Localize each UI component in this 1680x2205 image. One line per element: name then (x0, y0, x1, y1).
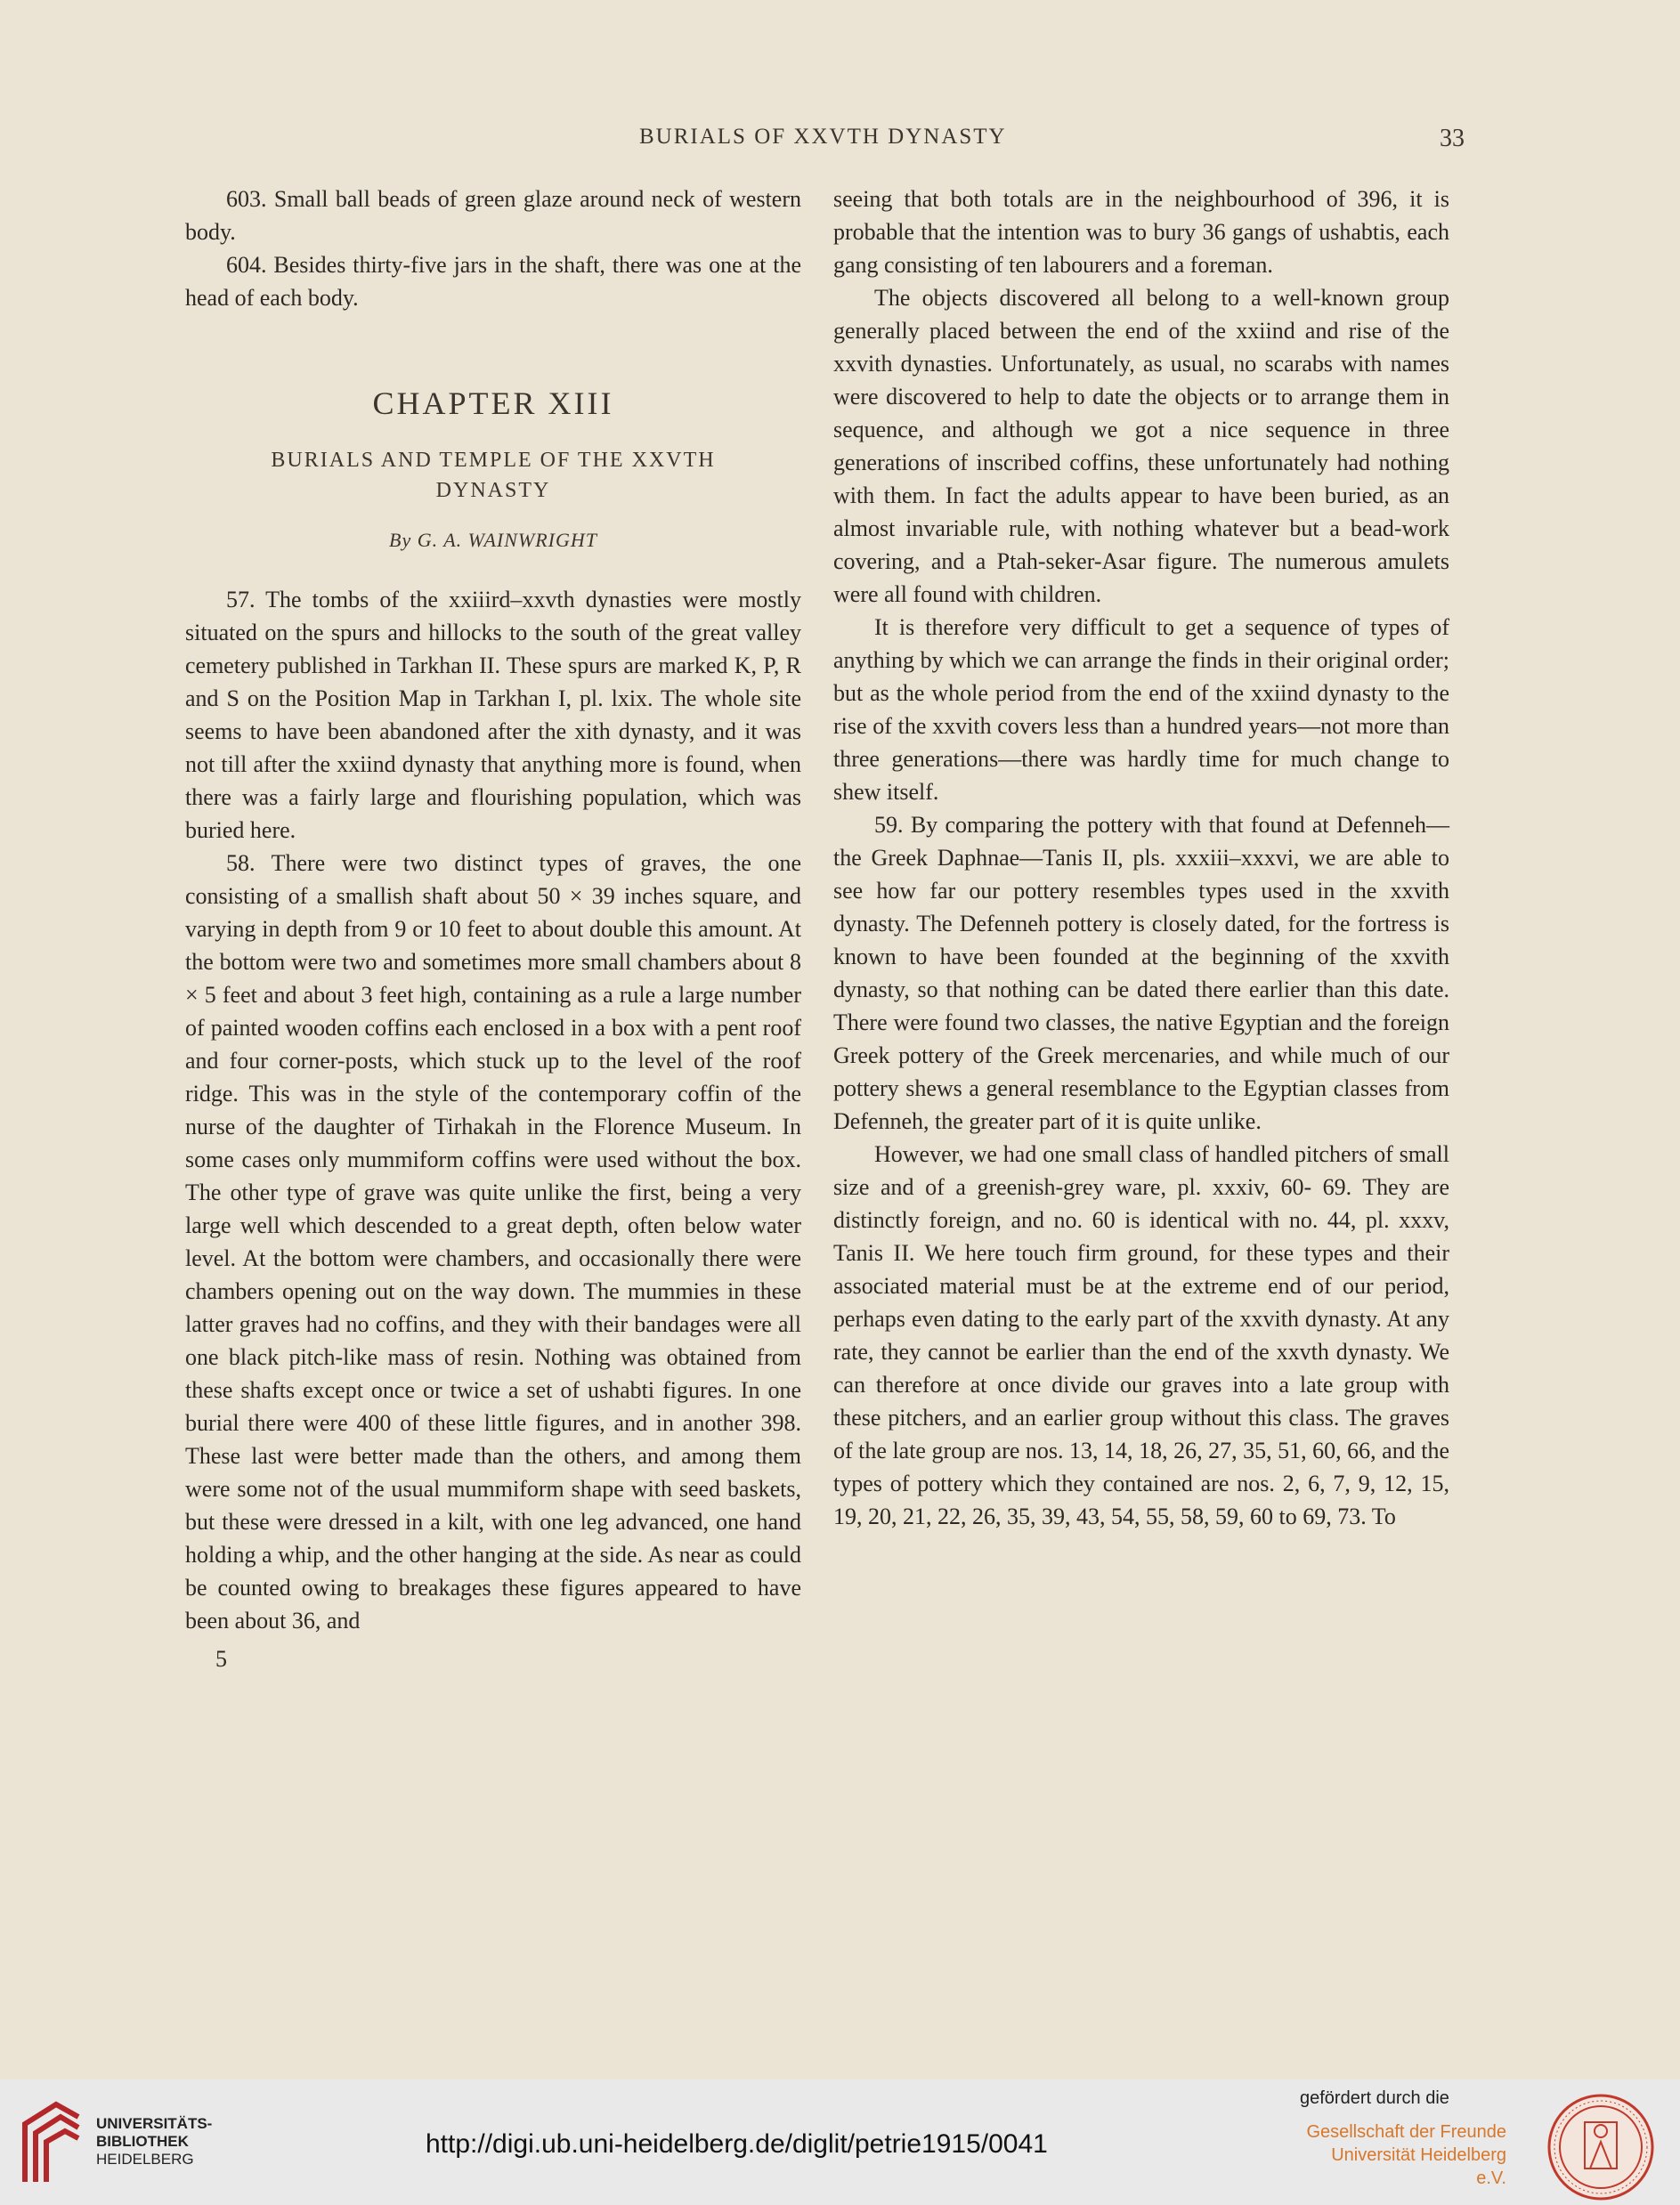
library-name-line-1: UNIVERSITÄTS- (96, 2115, 213, 2132)
page-number: 33 (1440, 125, 1465, 152)
author-byline: By G. A. WAINWRIGHT (389, 529, 597, 551)
paragraph-pitchers: However, we had one small class of handled pitchers of small size and of a greenish-grey ware, pl. xxxiv, 60- 69. They are distinctly foreign, and no. 60 is identical with no. 44, pl. xxxv, Tanis II. We here touch firm ground, for these types and their associated material must be at the extreme end of our period, perhaps even dating to the early part of the xxvith dynasty. At any rate, they cannot be earlier than the end of the xxvth dynasty. We can therefore at once divide our graves into a late group with these pitchers, and an earlier group without this class. The graves of the late group are nos. 13, 14, 18, 26, 27, 35, 51, 60, 66, and the types of pottery which they contained are nos. 2, 6, 7, 9, 12, 15, 19, 20, 21, 22, 26, 35, 39, 43, 54, 55, 58, 59, 60 to 69, 73. To (833, 1141, 1449, 1529)
chapter-subtitle-line-2: DYNASTY (435, 479, 551, 502)
library-name-line-3: HEIDELBERG (96, 2151, 194, 2168)
left-column (185, 182, 801, 1675)
paragraph-sequence: It is therefore very difficult to get a sequence of types of anything by which we can arrange the finds in their original order; but as the whole period from the end of the xxiind dynasty to the rise of the xxvith covers less than a hundred years—not more than three generations—there was hardly time for much change to shew itself. (833, 614, 1449, 805)
paragraph-603: 603. Small ball beads of green glaze around neck of western body. (185, 186, 801, 245)
permalink-url[interactable]: http://digi.ub.uni-heidelberg.de/diglit/petrie1915/0041 (426, 2129, 1048, 2159)
society-name-line-1: Gesellschaft der Freunde (1306, 2122, 1506, 2142)
university-seal-icon (1546, 2092, 1656, 2202)
library-logo-icon (16, 2097, 87, 2186)
society-name-line-2: Universität Heidelberg e.V. (1331, 2145, 1506, 2188)
paragraph-objects: The objects discovered all belong to a well-known group generally placed between the end of the xxiind and rise of the xxvith dynasties. Unfortunately, as usual, no scarabs with names were discovered to help to date the objects or to arrange them in sequence, and although we got a nice sequence in three generations of inscribed coffins, these unfortunately had nothing with them. In fact the adults appear to have been buried, as an almost invariable rule, with nothing whatever but a bead-work covering, and a Ptah-seker-Asar figure. The numerous amulets were all found with children. (833, 285, 1449, 607)
paragraph-57: 57. The tombs of the xxiiird–xxvth dynasties were mostly situated on the spurs and hillocks to the south of the great valley cemetery published in Tarkhan II. These spurs are marked K, P, R and S on the Position Map in Tarkhan I, pl. lxix. The whole site seems to have been abandoned after the xith dynasty, and it was not till after the xxiind dynasty that anything more is found, when there was a fairly large and flourishing population, which was buried here. (185, 587, 801, 843)
paragraph-604: 604. Besides thirty-five jars in the shaft, there was one at the head of each body. (185, 252, 801, 311)
paragraph-59: 59. By comparing the pottery with that found at Defenneh—the Greek Daphnae—Tanis II, pls. xxxiii–xxxvi, we are able to see how far our pottery resembles types used in the xxvith dynasty. The Defenneh pottery is closely dated, for the fortress is known to have been founded at the beginning of the xxvith dynasty, so that nothing can be dated there earlier than this date. There were found two classes, the native Egyptian and the foreign Greek pottery of the Greek mercenaries, and while much of our pottery shews a general resemblance to the Egyptian classes from Defenneh, the greater part of it is quite unlike. (833, 812, 1449, 1134)
right-column (833, 182, 1449, 1533)
chapter-title: CHAPTER XIII (372, 385, 614, 421)
paragraph-58: 58. There were two distinct types of graves, the one consisting of a smallish shaft about 50 × 39 inches square, and varying in depth from 9 or 10 feet to about double this amount. At the bottom were two and sometimes more small chambers about 8 × 5 feet and about 3 feet high, containing as a rule a large number of painted wooden coffins each enclosed in a box with a pent roof and four corner-posts, which stuck up to the level of the roof ridge. This was in the style of the contemporary coffin of the nurse of the daughter of Tirhakah in the Florence Museum. In some cases only mummiform coffins were used without the box. The other type of grave was quite unlike the first, being a very large well which descended to a great depth, often below water level. At the bottom were chambers, and occasionally there were chambers opening out on the way down. The mummies in these latter graves had no coffins, and they with their bandages were all one black pitch-like mass of resin. Nothing was obtained from these shafts except once or twice a set of ushabti figures. In one burial there were 400 of these little figures, and in another 398. These last were better made than the others, and among them were some not of the usual mummiform shape with seed baskets, but these were dressed in a kilt, with one leg advanced, one hand holding a whip, and the other hanging at the side. As near as could be counted owing to breakages these figures appeared to have been about 36, and (185, 850, 801, 1633)
library-name (96, 2115, 212, 2169)
signature-mark: 5 (215, 1646, 227, 1672)
footer-bar (0, 2079, 1680, 2205)
chapter-subtitle (185, 445, 801, 506)
running-head-title: BURIALS OF XXVTH DYNASTY (639, 125, 1007, 149)
running-head (0, 125, 1680, 160)
library-name-line-2: BIBLIOTHEK (96, 2133, 189, 2150)
society-name (1300, 2120, 1506, 2190)
funded-by-label: gefördert durch die (1300, 2088, 1449, 2108)
chapter-subtitle-line-1: BURIALS AND TEMPLE OF THE XXVTH (271, 449, 716, 472)
paragraph-continued: seeing that both totals are in the neighbourhood of 396, it is probable that the intention was to bury 36 gangs of ushabtis, each gang consisting of ten labourers and a foreman. (833, 186, 1449, 278)
